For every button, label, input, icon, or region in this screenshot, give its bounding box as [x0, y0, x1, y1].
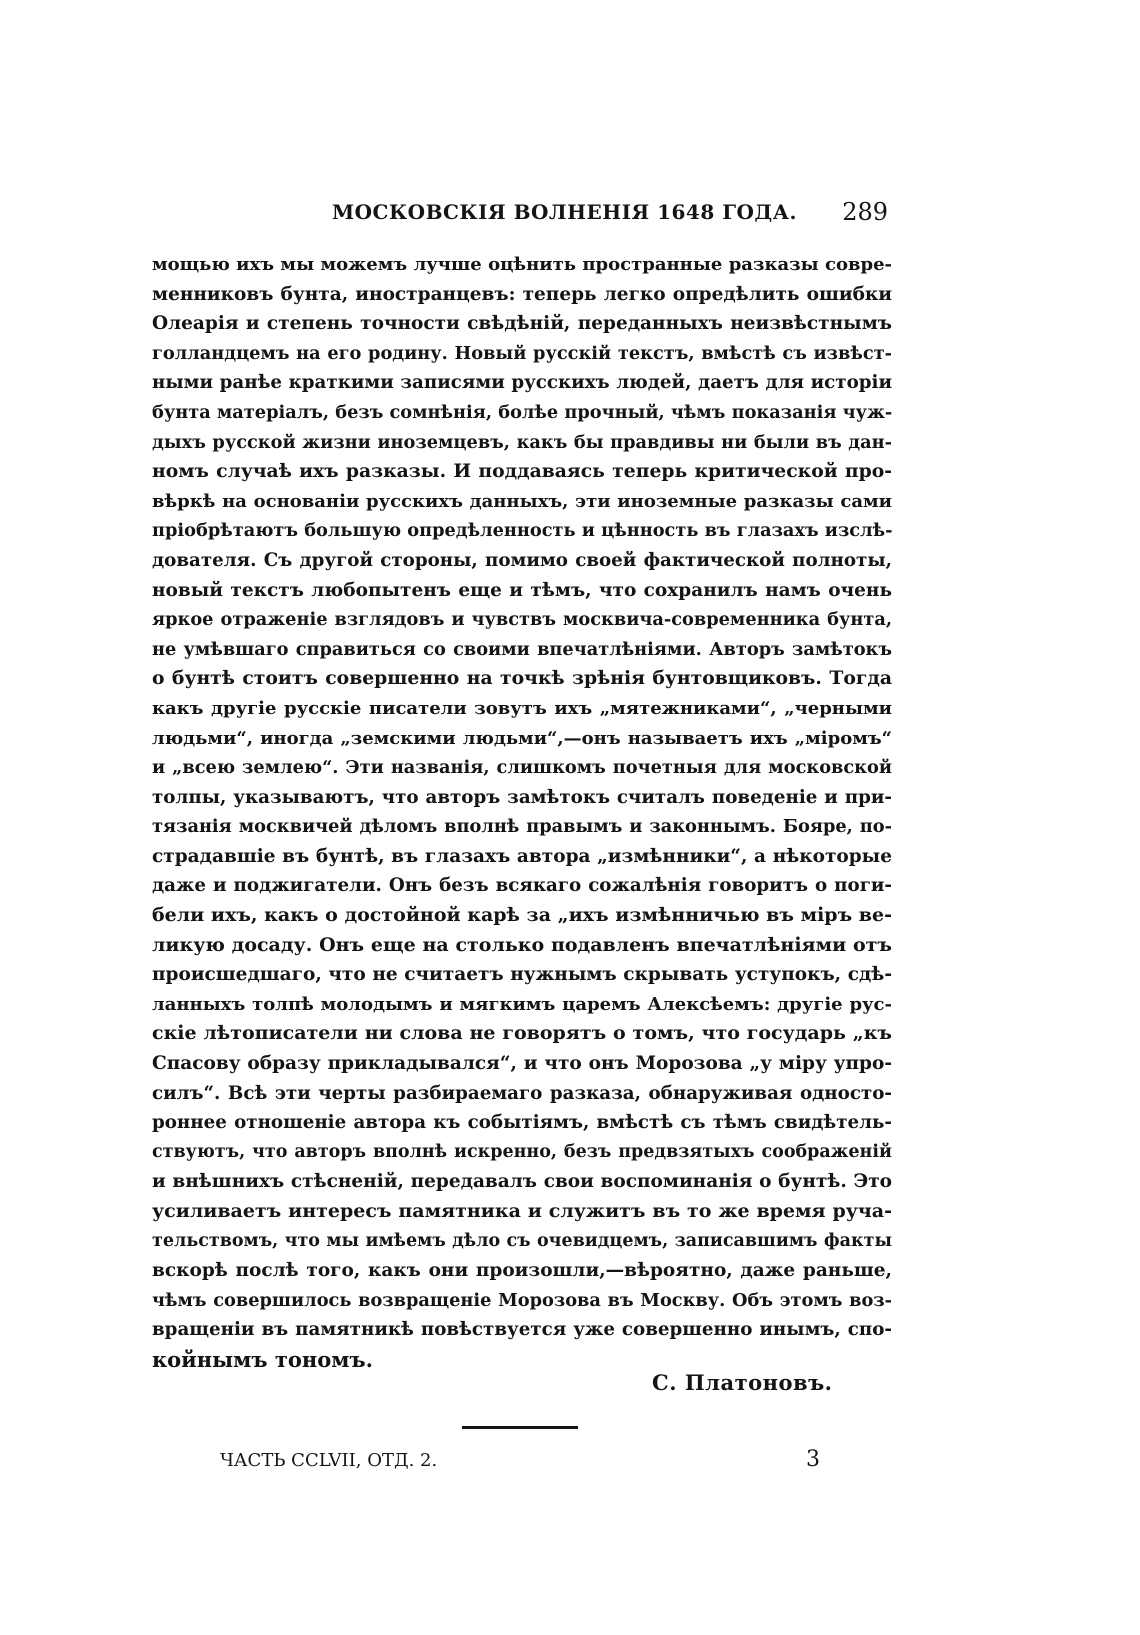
text-line: вскорѣ послѣ того, какъ они произошли,—вѣроятно, даже раньше,	[152, 1260, 892, 1282]
text-line: тельствомъ, что мы имѣемъ дѣло съ очевидцемъ, записавшимъ факты	[152, 1230, 892, 1251]
text-line: Спасову образу прикладывался“, и что онъ Морозова „у міру упро-	[152, 1053, 892, 1075]
text-line: и внѣшнихъ стѣсненій, передавалъ свои воспоминанія о бунтѣ. Это	[152, 1171, 892, 1193]
text-line: ными ранѣе краткими записями русскихъ людей, даетъ для исторіи	[152, 372, 892, 394]
text-line: скіе лѣтописатели ни слова не говорятъ о томъ, что государь „къ	[152, 1022, 892, 1045]
text-line: силъ“. Всѣ эти черты разбираемаго разказа, обнаруживая односто-	[152, 1082, 892, 1104]
text-line: ланныхъ толпѣ молодымъ и мягкимъ царемъ Алексѣемъ: другіе рус-	[152, 993, 892, 1015]
text-line-final: койнымъ тономъ.	[152, 1346, 373, 1372]
text-line: страдавшіе въ бунтѣ, въ глазахъ автора „измѣнники“, а нѣкоторые	[152, 845, 892, 867]
text-line: тязанія москвичей дѣломъ вполнѣ правымъ и законнымъ. Бояре, по-	[152, 816, 892, 838]
part-label: ЧАСТЬ CCLVII, ОТД. 2.	[220, 1450, 438, 1471]
text-line: людьми“, иногда „земскими людьми“,—онъ называетъ ихъ „міромъ“	[152, 727, 892, 749]
author-signature: С. Платоновъ.	[652, 1370, 833, 1395]
text-line: не умѣвшаго справиться со своими впечатлѣніями. Авторъ замѣтокъ	[152, 638, 892, 660]
text-line: Олеарія и степень точности свѣдѣній, переданныхъ неизвѣстнымъ	[152, 313, 892, 335]
text-line: новый текстъ любопытенъ еще и тѣмъ, что сохранилъ намъ очень	[152, 579, 892, 601]
text-line: толпы, указываютъ, что авторъ замѣтокъ считалъ поведеніе и при-	[152, 786, 892, 808]
text-line: пріобрѣтаютъ большую опредѣленность и цѣнность въ глазахъ изслѣ-	[152, 520, 892, 542]
text-line: дователя. Съ другой стороны, помимо своей фактической полноты,	[152, 549, 892, 571]
text-line: бунта матеріалъ, безъ сомнѣнія, болѣе прочный, чѣмъ показанія чуж-	[152, 401, 892, 423]
text-line: вѣркѣ на основаніи русскихъ данныхъ, эти иноземные разказы сами	[152, 490, 892, 512]
text-line: роннее отношеніе автора къ событіямъ, вмѣстѣ съ тѣмъ свидѣтель-	[152, 1112, 892, 1134]
text-line: происшедшаго, что не считаетъ нужнымъ скрывать уступокъ, сдѣ-	[152, 964, 892, 986]
text-line: какъ другіе русскіе писатели зовутъ ихъ „мятежниками“, „черными	[152, 697, 892, 719]
text-line: даже и поджигатели. Онъ безъ всякаго сожалѣнія говоритъ о поги-	[152, 875, 892, 897]
text-line: вращеніи въ памятникѣ повѣствуется уже совершенно инымъ, спо-	[152, 1319, 892, 1341]
text-line: мощью ихъ мы можемъ лучше оцѣнить пространные разказы совре-	[152, 254, 892, 275]
running-head	[152, 200, 888, 232]
text-line: чѣмъ совершилось возвращеніе Морозова въ Москву. Объ этомъ воз-	[152, 1289, 892, 1311]
text-line: и „всею землею“. Эти названія, слишкомъ почетныя для московской	[152, 757, 892, 779]
text-line: голландцемъ на его родину. Новый русскій текстъ, вмѣстѣ съ извѣст-	[152, 342, 892, 364]
text-line: яркое отраженіе взглядовъ и чувствъ москвича-современника бунта,	[152, 609, 892, 631]
text-line: бели ихъ, какъ о достойной карѣ за „ихъ измѣнничью въ міръ ве-	[152, 904, 892, 927]
text-line: менниковъ бунта, иностранцевъ: теперь легко опредѣлить ошибки	[152, 283, 892, 305]
page-number: 289	[842, 198, 888, 226]
running-title: МОСКОВСКІЯ ВОЛНЕНІЯ 1648 ГОДА.	[332, 200, 797, 224]
text-line: номъ случаѣ ихъ разказы. И поддаваясь теперь критической про-	[152, 460, 892, 483]
text-line: ствуютъ, что авторъ вполнѣ искренно, безъ предвзятыхъ соображеній	[152, 1141, 892, 1162]
page-footer	[220, 1447, 820, 1480]
signature-mark: 3	[806, 1447, 820, 1472]
text-line: усиливаетъ интересъ памятника и служитъ въ то же время руча-	[152, 1200, 892, 1222]
text-line: дыхъ русской жизни иноземцевъ, какъ бы правдивы ни были въ дан-	[152, 431, 892, 453]
section-rule	[462, 1426, 578, 1429]
text-line: ликую досаду. Онъ еще на столько подавленъ впечатлѣніями отъ	[152, 933, 892, 956]
body-paragraph	[152, 250, 892, 1375]
text-line: о бунтѣ стоитъ совершенно на точкѣ зрѣнія бунтовщиковъ. Тогда	[152, 667, 892, 690]
